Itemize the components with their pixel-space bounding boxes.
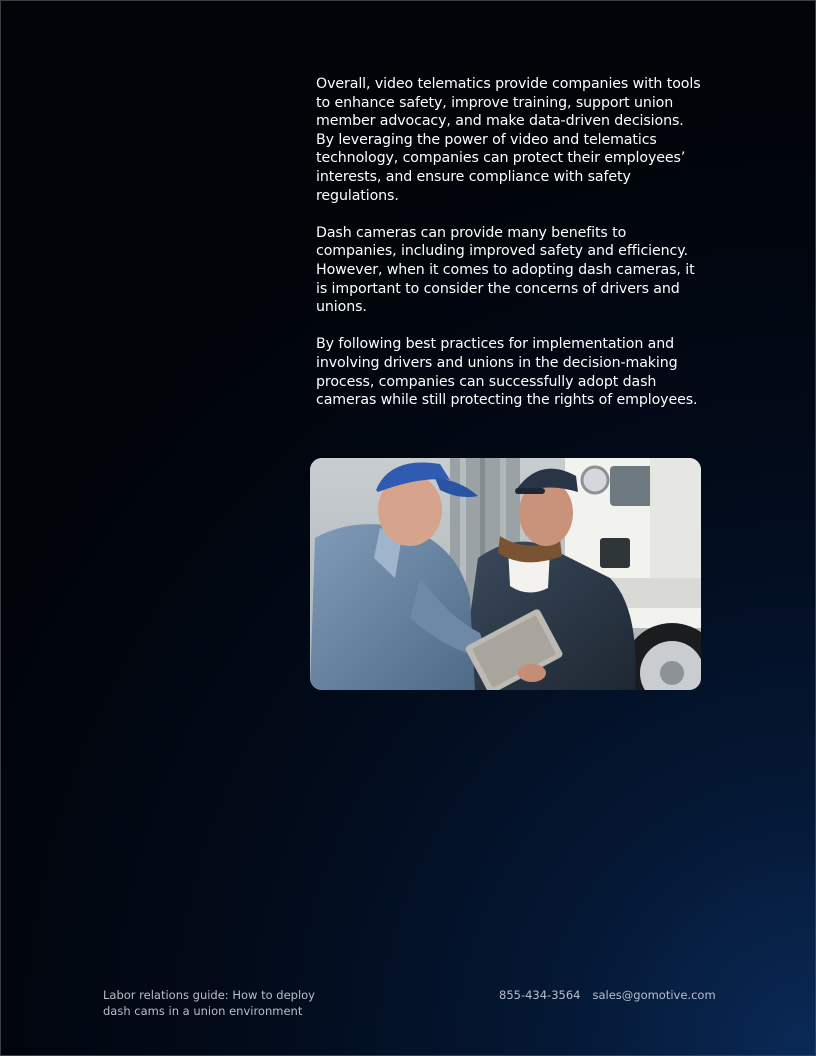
paragraph-benefits: Dash cameras can provide many benefits to companies, including improved safety and efficiency. However, when it comes to adopting dash cameras, it is important to consider the concerns of drivers and unions. [316,224,695,316]
footer-contact [499,988,716,1004]
body-copy [316,75,704,428]
footer-phone[interactable]: 855-434-3564 [499,988,581,1002]
footer-email[interactable]: sales@gomotive.com [592,988,716,1002]
paragraph-summary: Overall, video telematics provide companies with tools to enhance safety, improve training, support union member advocacy, and make data-driven decisions. By leveraging the power of video and telematics technology, companies can protect their employees’ interests, and ensure compliance with safety regulations. [316,76,701,204]
paragraph-best-practices: By following best practices for implementation and involving drivers and unions in the decision-making process, companies can successfully adopt dash cameras while still protecting the rights of employees. [316,336,698,409]
footer-title-line-2: dash cams in a union environment [103,1003,303,1018]
footer-document-title [103,988,343,1019]
footer-title-line-1: Labor relations guide: How to deploy [103,988,315,1002]
workers-with-tablet-photo [310,458,701,690]
